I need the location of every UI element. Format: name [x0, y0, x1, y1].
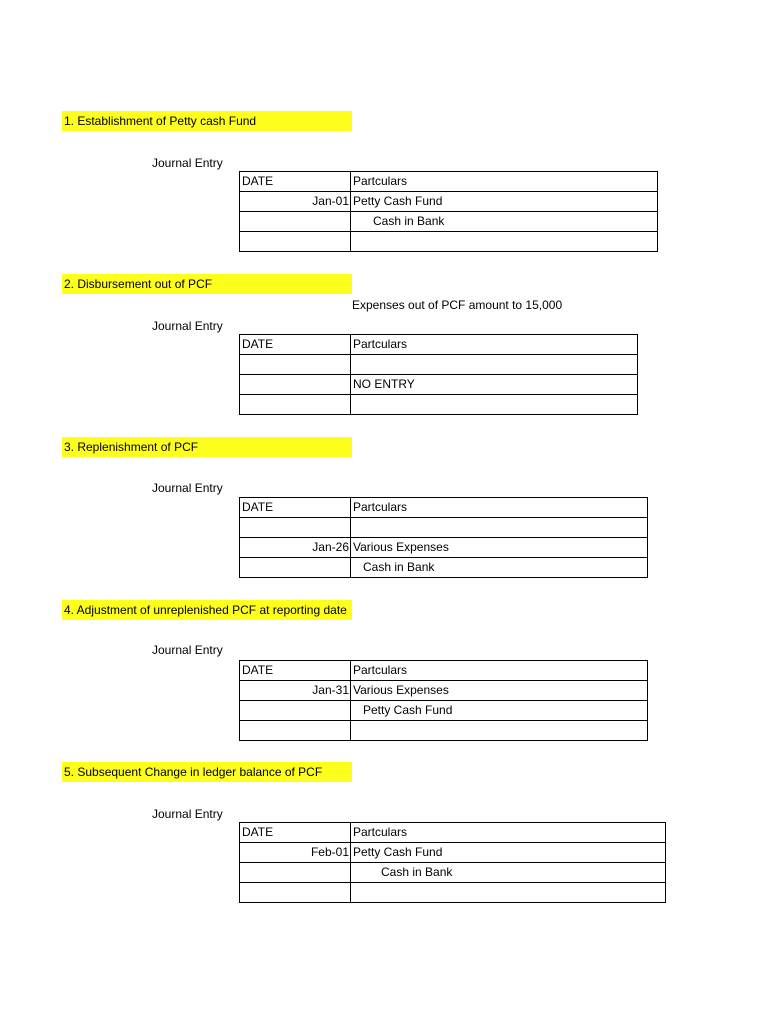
date-cell: Jan-31 — [240, 681, 351, 701]
table-header-row — [240, 498, 648, 518]
table-header-row — [240, 335, 638, 355]
date-cell — [240, 721, 351, 741]
particulars-cell: Cash in Bank — [351, 558, 648, 578]
journal-entry-label-3: Journal Entry — [152, 481, 223, 495]
disbursement-note: Expenses out of PCF amount to 15,000 — [352, 298, 563, 312]
particulars-header: Partculars — [351, 661, 648, 681]
date-cell — [240, 863, 351, 883]
table-header-row — [240, 172, 658, 192]
section-title-4: 4. Adjustment of unreplenished PCF at reporting date — [62, 600, 352, 620]
particulars-cell — [351, 721, 648, 741]
date-cell — [240, 558, 351, 578]
particulars-cell: Petty Cash Fund — [351, 843, 666, 863]
particulars-header: Partculars — [351, 498, 648, 518]
journal-table-1 — [239, 171, 658, 252]
particulars-cell — [351, 395, 638, 415]
particulars-cell: Cash in Bank — [351, 863, 666, 883]
particulars-cell — [351, 518, 648, 538]
table-row — [240, 538, 648, 558]
table-row — [240, 721, 648, 741]
table-row — [240, 883, 666, 903]
section-title-2: 2. Disbursement out of PCF — [62, 274, 352, 294]
journal-table-3 — [239, 497, 648, 578]
particulars-cell — [351, 883, 666, 903]
journal-table-2 — [239, 334, 638, 415]
table-row — [240, 843, 666, 863]
particulars-cell — [351, 232, 658, 252]
date-cell — [240, 395, 351, 415]
date-cell: Jan-26 — [240, 538, 351, 558]
particulars-header: Partculars — [351, 823, 666, 843]
table-row — [240, 232, 658, 252]
date-header: DATE — [240, 498, 351, 518]
particulars-cell: Petty Cash Fund — [351, 192, 658, 212]
particulars-cell: NO ENTRY — [351, 375, 638, 395]
date-cell — [240, 232, 351, 252]
particulars-cell: Cash in Bank — [351, 212, 658, 232]
table-row — [240, 375, 638, 395]
date-cell — [240, 212, 351, 232]
table-row — [240, 681, 648, 701]
table-header-row — [240, 661, 648, 681]
table-row — [240, 518, 648, 538]
particulars-cell: Petty Cash Fund — [351, 701, 648, 721]
date-cell: Feb-01 — [240, 843, 351, 863]
table-header-row — [240, 823, 666, 843]
particulars-cell: Various Expenses — [351, 681, 648, 701]
date-cell — [240, 355, 351, 375]
section-title-5: 5. Subsequent Change in ledger balance of PCF — [62, 762, 352, 782]
date-cell — [240, 518, 351, 538]
journal-entry-label-5: Journal Entry — [152, 807, 223, 821]
table-row — [240, 192, 658, 212]
date-header: DATE — [240, 172, 351, 192]
journal-entry-label-2: Journal Entry — [152, 319, 223, 333]
date-cell — [240, 701, 351, 721]
particulars-cell: Various Expenses — [351, 538, 648, 558]
table-row — [240, 212, 658, 232]
table-row — [240, 558, 648, 578]
date-header: DATE — [240, 823, 351, 843]
journal-table-5 — [239, 822, 666, 903]
table-row — [240, 701, 648, 721]
table-row — [240, 863, 666, 883]
section-title-1: 1. Establishment of Petty cash Fund — [62, 111, 352, 131]
particulars-header: Partculars — [351, 335, 638, 355]
particulars-cell — [351, 355, 638, 375]
section-title-3: 3. Replenishment of PCF — [62, 437, 352, 457]
journal-entry-label-4: Journal Entry — [152, 643, 223, 657]
particulars-header: Partculars — [351, 172, 658, 192]
journal-entry-label-1: Journal Entry — [152, 156, 223, 170]
date-header: DATE — [240, 335, 351, 355]
date-header: DATE — [240, 661, 351, 681]
date-cell — [240, 883, 351, 903]
journal-table-4 — [239, 660, 648, 741]
date-cell — [240, 375, 351, 395]
date-cell: Jan-01 — [240, 192, 351, 212]
table-row — [240, 395, 638, 415]
table-row — [240, 355, 638, 375]
